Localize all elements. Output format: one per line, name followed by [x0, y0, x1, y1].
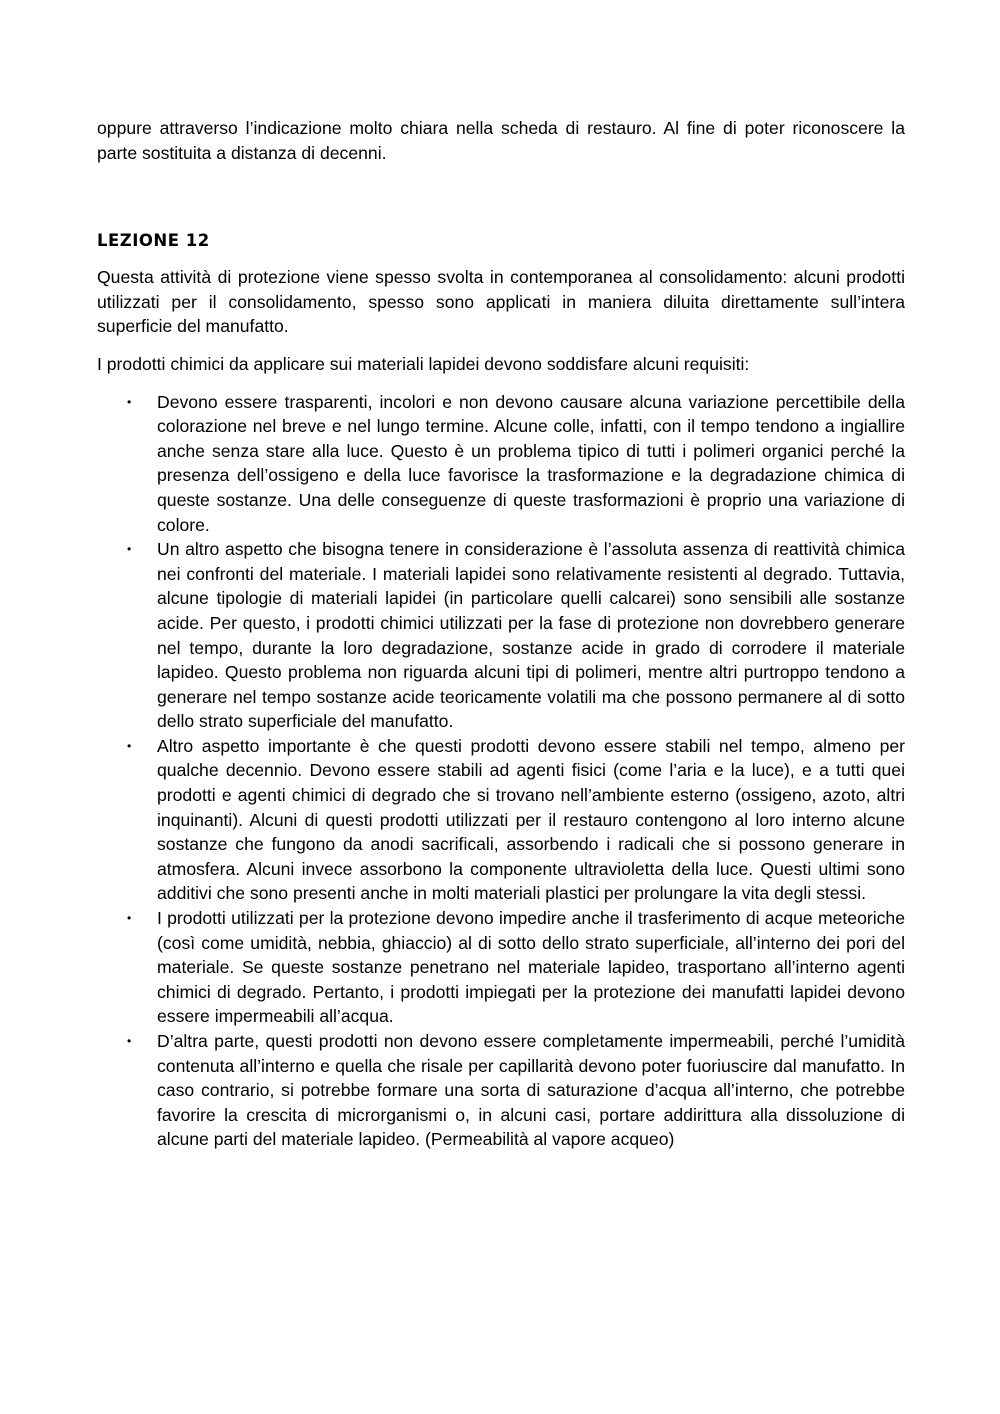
bullet-icon: •: [127, 738, 132, 753]
list-item-text: Un altro aspetto che bisogna tenere in considerazione è l’assoluta assenza di reattività chimica nei confronti del materiale. I materiali lapidei sono relativamente resistenti al degrado. Tuttavia, alcune tipologie di materiali lapidei (in particolare quelli calcarei) sono sensibili alle sostanze acide. Per questo, i prodotti chimici utilizzati per la fase di protezione non dovrebbero generare nel tempo, durante la loro degradazione, sostanze acide in grado di corrodere il materiale lapideo. Questo problema non riguarda alcuni tipi di polimeri, mentre altri purtroppo tendono a generare nel tempo sostanze acide teoricamente volatili ma che possono permanere al di sotto dello strato superficiale del manufatto.: [157, 539, 905, 732]
list-item: [97, 734, 905, 906]
list-item-text: I prodotti utilizzati per la protezione devono impedire anche il trasferimento di acque meteoriche (così come umidità, nebbia, ghiaccio) al di sotto dello strato superficiale, all’interno dei pori del materiale. Se queste sostanze penetrano nel materiale lapideo, trasportano all’interno agenti chimici di degrado. Pertanto, i prodotti impiegati per la protezione dei manufatti lapidei devono essere impermeabili all’acqua.: [157, 908, 905, 1027]
bullet-icon: •: [127, 1034, 132, 1048]
list-item: [97, 390, 905, 538]
list-item: [97, 1029, 905, 1152]
list-item-text: D’altra parte, questi prodotti non devono essere completamente impermeabili, perché l’umidità contenuta all’interno e quella che risale per capillarità devono poter fuoriuscire dal manufatto. In caso contrario, si potrebbe formare una sorta di saturazione d’acqua all’interno, che potrebbe favorire la crescita di microrganismi o, in alcuni casi, portare addirittura alla dissoluzione di alcune parti del materiale lapideo. (Permeabilità al vapore acqueo): [157, 1031, 905, 1150]
list-item: [97, 537, 905, 734]
bullet-icon: •: [127, 394, 132, 409]
list-item: [97, 906, 905, 1029]
requirements-intro-paragraph: I prodotti chimici da applicare sui materiali lapidei devono soddisfare alcuni requisiti:: [97, 353, 750, 374]
list-item-text: Devono essere trasparenti, incolori e non devono causare alcuna variazione percettibile della colorazione nel breve e nel lungo termine. Alcune colle, infatti, con il tempo tendono a ingiallire anche senza stare alla luce. Questo è un problema tipico di tutti i polimeri organici perché la presenza dell’ossigeno e della luce favorisce la trasformazione e la degradazione chimica di queste sostanze. Una delle conseguenze di queste trasformazioni è proprio una variazione di colore.: [157, 391, 905, 535]
bullet-icon: •: [127, 911, 132, 926]
requirements-list: [97, 390, 905, 1152]
document-page: [97, 116, 905, 1152]
bullet-icon: •: [127, 542, 132, 557]
lesson-heading: LEZIONE 12: [97, 231, 210, 251]
continuation-paragraph: oppure attraverso l’indicazione molto chiara nella scheda di restauro. Al fine di poter riconoscere la parte sostituita a distanza di decenni.: [97, 118, 905, 163]
intro-paragraph: Questa attività di protezione viene spesso svolta in contemporanea al consolidamento: alcuni prodotti utilizzati per il consolidamento, spesso sono applicati in maniera diluita direttamente sull’intera superficie del manufatto.: [97, 267, 905, 337]
list-item-text: Altro aspetto importante è che questi prodotti devono essere stabili nel tempo, almeno per qualche decennio. Devono essere stabili ad agenti fisici (come l’aria e la luce), e a tutti quei prodotti e agenti chimici di degrado che si trovano nell’ambiente esterno (ossigeno, azoto, altri inquinanti). Alcuni di questi prodotti utilizzati per il restauro contengono al loro interno alcune sostanze che fungono da anodi sacrificali, assorbendo i radicali che si possono generare in atmosfera. Alcuni invece assorbono la componente ultravioletta della luce. Questi ultimi sono additivi che sono presenti anche in molti materiali plastici per prolungare la vita degli stessi.: [157, 735, 905, 904]
